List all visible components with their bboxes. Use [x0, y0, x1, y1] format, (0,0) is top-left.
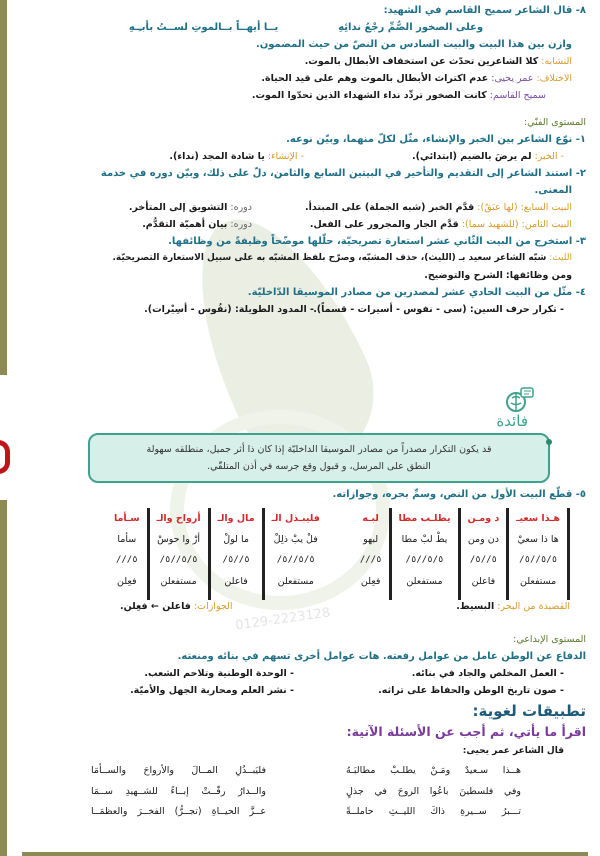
lower-content — [26, 628, 586, 822]
khabar-text: لم يرضَ بالضيم (ابتدائي). — [412, 151, 532, 162]
artistic-q2-cont: المعنى. — [534, 185, 572, 196]
verse-left: فليَبــذُلِ المــالَ والأرواحَ والســأمَا — [91, 765, 266, 776]
verse-right: وفي فلسطينَ باعُوا الروحَ في جذلٍ — [346, 786, 521, 797]
main-content — [26, 2, 586, 318]
artistic-q2-answer-b — [26, 216, 586, 233]
tip-box — [88, 433, 550, 483]
poem-verse-1 — [26, 760, 586, 782]
q2-a-role — [129, 199, 252, 216]
watermark-phone: 0129-2223128 — [234, 605, 332, 634]
tip-title: فائدة — [496, 412, 528, 430]
insha-label: - الإنشاء: — [267, 151, 304, 162]
artistic-q2: ٢- استند الشاعر إلى التقديم والتأخير في البيتين السابع والثامن، دلّ على ذلك، وبيّن دوره في خدمة — [100, 168, 586, 179]
q2-a-answer — [252, 199, 572, 216]
scan-writing: ما لولْ — [223, 534, 249, 545]
creative-answers-row1 — [26, 665, 586, 682]
meter-value: البسيط. — [456, 601, 495, 612]
q3-text: شبّه الشاعر سعيد بـ (الليث)، حذف المشبّه، وصرّح بلفظ المشبّه به على سبيل الاستعارة التصريحيّة. — [112, 253, 547, 263]
q2-b-label: البيت الثامن: (للشهيد سما): — [461, 219, 572, 230]
scan-symbols: /٥/٥//٥ — [405, 555, 444, 565]
q8-similarity — [26, 53, 586, 70]
q4-answer-a: - تكرار حرف السين: (سى - نفوس - أسيرات - قسماً). — [313, 304, 564, 315]
difference-poet2-label: سميح القاسم: — [489, 90, 546, 101]
q2-b-text: قدَّم الجار والمجرور على الفعل. — [309, 219, 459, 230]
scan-symbols: /٥/٥//٥ — [159, 555, 198, 565]
q2-a-text: قدَّم الخبر (شبه الجملة) على المبتدأ. — [304, 202, 475, 213]
khabar-answer — [304, 148, 564, 165]
bottom-rule — [22, 852, 588, 856]
scan-symbols: /٥/٥//٥ — [276, 555, 315, 565]
q8-difference-2 — [26, 87, 586, 104]
verse-left-hemistich: يــا أيهــاً بــالموتِ لســتُ بأبـِـهِ — [128, 22, 279, 33]
meter-note — [456, 601, 570, 612]
scan-foot: مستفعلن — [277, 576, 314, 587]
scan-symbols: /٥/٥//٥ — [519, 555, 558, 565]
q2-b-role-label: دوره: — [230, 219, 252, 230]
creative-level-heading: المستوى الإبداعي: — [513, 634, 586, 645]
creative-item: - الوحدة الوطنية وتلاحم الشعب. — [144, 668, 294, 679]
scan-cut: فليبـذل الـ — [271, 513, 320, 524]
scan-col-5 — [262, 508, 327, 600]
scan-writing: يطْ لبْ مطا — [401, 534, 448, 545]
scan-col-6 — [208, 508, 262, 600]
q2-b-role-text: بيان أهميّة التقدُّم. — [142, 219, 228, 230]
scan-col-2 — [458, 508, 507, 600]
verse-left: عــزَّ الحيــاةِ (تجــرُّ) الفخــرَ والعظمَــا — [91, 806, 266, 817]
similarity-label: التشابه: — [541, 56, 572, 67]
scan-symbols: /٥//٥ — [222, 555, 250, 565]
poem-verse-3 — [26, 802, 586, 822]
q2-b-role — [142, 216, 252, 233]
q3-label: الليث: — [549, 253, 572, 263]
scan-col-4 — [353, 508, 389, 600]
artistic-q1-answer — [26, 148, 586, 165]
q5-title: ٥- قطّع البيت الأول من النص، وسمِّ بحره، وجوازاته. — [332, 489, 586, 500]
scan-cut: سـأما — [113, 513, 140, 524]
scan-col-1 — [506, 508, 570, 600]
scan-foot: مستفعلن — [520, 576, 557, 587]
hemistich-gap — [327, 508, 353, 600]
scansion-table — [70, 508, 570, 600]
artistic-q3-function — [26, 267, 586, 284]
artistic-q3: ٣- استخرج من البيت الثّاني عشر استعارة تصريحيّة، حلّلها موضّحاً وظيفةً من وظائفها. — [168, 236, 586, 247]
khabar-label: - الخبر: — [534, 151, 564, 162]
scan-foot: مستفعلن — [406, 576, 443, 587]
allowances-label: الجوازات: — [193, 601, 233, 612]
q8-instruction: وازن بين هذا البيت والبيت السادس من النصّ من حيث المضمون. — [255, 39, 572, 50]
verse-right-hemistich: وعلى الصخور الصُّمِّ رجْعُ ندائِهِ — [338, 22, 484, 33]
poem-verse-2 — [26, 782, 586, 802]
scan-symbols: ///٥ — [359, 555, 382, 565]
scan-col-3 — [389, 508, 458, 600]
creative-question: الدفاع عن الوطن عامل من عوامل رفعته. هات عوامل أخرى تسهم في بنائه ومنعته. — [177, 651, 586, 662]
scan-cut: يطلـب مطا — [398, 513, 451, 524]
artistic-q2-answer-a — [26, 199, 586, 216]
tip-dot — [546, 439, 552, 445]
allowances-value: فاعلن ← فعِلن. — [120, 601, 191, 612]
verse-left: والــدارُ رفّــتْ إبــاءً للشــهيدِ ســمَا — [91, 786, 266, 797]
scan-foot: فاعلن — [224, 576, 248, 587]
creative-answers-row2 — [26, 682, 586, 699]
artistic-q4: ٤- مثّل من البيت الحادي عشر لمصدرين من مصادر الموسيقا الدّاخليّة. — [247, 287, 586, 298]
page-edge-bar-top — [0, 0, 7, 375]
meter-label: القصيدة من البحر: — [497, 601, 570, 612]
brain-chat-icon — [504, 386, 534, 414]
tip-text-line2: النطق على المرسل، و قبول وقع جرسه في أذن المتلقّي. — [207, 461, 431, 472]
verse-right: تـــبرُ ســيرةِ ذاكَ الليــثِ حاملــةً — [346, 806, 521, 817]
q3-func-label: ومن وظائفها: — [505, 270, 572, 281]
verse-right: هــذا سـعيدٌ ومَـنْ يطلـبْ مطالبَـهُ — [346, 765, 521, 776]
tip-text-line1: قد يكون التكرار مصدراً من مصادر الموسيقا الداخليّة إذا كان ذا أثر جميل، منطلقه سهولة — [146, 444, 492, 455]
scan-writing: سأما — [117, 534, 137, 545]
creative-item: - نشر العلم ومحاربة الجهل والأميّة. — [130, 685, 294, 696]
scan-writing: لبهو — [363, 534, 379, 545]
applications-instruction: اقرأ ما يأتي، ثم أجب عن الأسئلة الآتية: — [346, 724, 586, 739]
scan-cut: هـذا سعيـ — [516, 513, 560, 524]
artistic-q1: ١- نوّع الشاعر بين الخبر والإنشاء، مثّل لكلّ منهما، وبيّن نوعه. — [286, 134, 586, 145]
q8-difference — [26, 70, 586, 87]
scan-col-8 — [107, 508, 147, 600]
artistic-q3-answer — [26, 250, 586, 267]
scan-foot: فعِلن — [117, 576, 137, 587]
page-edge-bar-bottom — [0, 500, 7, 856]
scan-writing: فلْ يبْ ذلِلْ — [273, 534, 318, 545]
poet-intro: قال الشاعر عمر يحيى: — [462, 746, 564, 756]
creative-item: - صون تاريخ الوطن والحفاظ على تراثه. — [378, 685, 564, 696]
scan-writing: ها ذا سعيْ — [517, 534, 559, 545]
scan-foot: فاعلن — [471, 576, 496, 587]
q4-answer-b: - المدود الطويلة: (نفُوس - أسِيْرات). — [144, 304, 314, 315]
q8-verse — [26, 19, 586, 36]
q2-a-role-text: التشويق إلى المتأخر. — [128, 202, 228, 213]
scan-col-7 — [147, 508, 208, 600]
scan-cut: مال والـ — [217, 513, 255, 524]
q2-b-answer — [252, 216, 572, 233]
scan-foot: مستفعلن — [160, 576, 197, 587]
difference-poet1-label: عمر يحيى: — [491, 73, 534, 84]
q3-func-text: الشرح والتوضيح. — [424, 270, 503, 281]
difference-poet1-text: عدم اكتراث الأبطال بالموت وهم على قيد الحياة. — [261, 73, 489, 84]
difference-poet2-text: كانت الصخور تردِّد نداء الشهداء الذين تحدّوا الموت. — [251, 90, 487, 101]
language-applications-title: تطبيقات لغوية: — [472, 702, 586, 720]
scan-cut: د ومـن — [467, 513, 500, 524]
scan-writing: أرْ وا حوسْ — [157, 534, 201, 545]
scan-cut: لبـه — [362, 513, 379, 524]
creative-item: - العمل المخلص والجاد في بنائه. — [411, 668, 564, 679]
q8-title: ٨- قال الشاعر سميح القاسم في الشهيد: — [383, 5, 586, 16]
scan-symbols: ///٥ — [115, 555, 138, 565]
scan-writing: دن ومن — [467, 534, 499, 545]
artistic-q4-answer — [26, 301, 586, 318]
red-page-tab-mark — [0, 440, 10, 474]
insha-text: يا شادة المجد (نداء). — [169, 151, 265, 162]
insha-answer — [169, 148, 304, 165]
scan-symbols: /٥//٥ — [469, 555, 497, 565]
scan-foot: فعِلن — [360, 576, 381, 587]
scansion-notes — [120, 601, 570, 612]
allowances-note — [120, 601, 233, 612]
q2-a-role-label: دوره: — [230, 202, 252, 213]
scan-cut: أرواح والـ — [156, 513, 201, 524]
difference-label: الاختلاف: — [536, 73, 572, 84]
q2-a-label: البيت السابع: (لها عبَقٌ): — [477, 202, 572, 213]
artistic-level-heading: المستوى الفنّي: — [523, 117, 586, 128]
similarity-text: كلا الشاعرين تحدّث عن استخفاف الأبطال بالموت. — [304, 56, 539, 67]
